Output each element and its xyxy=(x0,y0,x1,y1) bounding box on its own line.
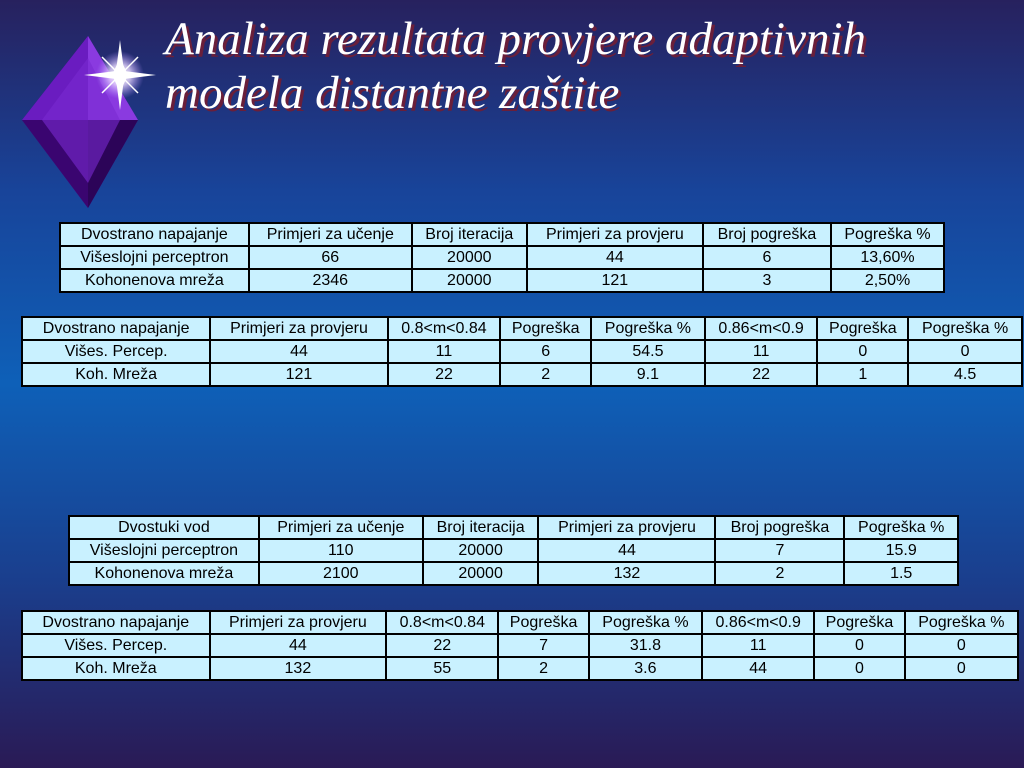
table-cell: 20000 xyxy=(423,562,539,585)
table-cell: 6 xyxy=(703,246,831,269)
table-cell: 4.5 xyxy=(908,363,1022,386)
table-cell: 66 xyxy=(249,246,412,269)
header-cell: Pogreška % xyxy=(591,317,705,340)
header-cell: Primjeri za provjeru xyxy=(538,516,715,539)
table-cell: 11 xyxy=(702,634,814,657)
header-cell: Dvostrano napajanje xyxy=(22,611,210,634)
table-dvostuki-training xyxy=(68,515,959,586)
header-cell: Primjeri za provjeru xyxy=(527,223,703,246)
header-cell: Pogreška % xyxy=(844,516,958,539)
table-cell: 11 xyxy=(705,340,818,363)
table-cell: 6 xyxy=(500,340,591,363)
header-cell: Broj iteracija xyxy=(412,223,527,246)
table-row xyxy=(60,269,944,292)
title-line-2: modela distantne zaštite xyxy=(165,67,620,119)
table-row xyxy=(22,363,1022,386)
table-cell: 9.1 xyxy=(591,363,705,386)
table-cell: 54.5 xyxy=(591,340,705,363)
table-cell: 2 xyxy=(498,657,588,680)
slide-title xyxy=(165,12,1015,120)
table-cell: Višes. Percep. xyxy=(22,634,210,657)
header-cell: Dvostrano napajanje xyxy=(22,317,210,340)
table-cell: 44 xyxy=(702,657,814,680)
table-cell: 11 xyxy=(388,340,501,363)
table-cell: 121 xyxy=(210,363,387,386)
header-cell: Pogreška xyxy=(498,611,588,634)
table-row xyxy=(69,562,958,585)
table-header-row xyxy=(69,516,958,539)
table-dvostrano-training xyxy=(59,222,945,293)
header-cell: Pogreška % xyxy=(905,611,1018,634)
table-cell: 1.5 xyxy=(844,562,958,585)
table-row xyxy=(22,340,1022,363)
table-cell: 3.6 xyxy=(589,657,702,680)
header-cell: Dvostrano napajanje xyxy=(60,223,249,246)
table-cell: Kohonenova mreža xyxy=(60,269,249,292)
header-cell: 0.86<m<0.9 xyxy=(702,611,814,634)
header-cell: Pogreška xyxy=(817,317,908,340)
table-cell: 7 xyxy=(715,539,844,562)
table-cell: Koh. Mreža xyxy=(22,363,210,386)
table-cell: 15.9 xyxy=(844,539,958,562)
table-cell: 7 xyxy=(498,634,588,657)
header-cell: Broj iteracija xyxy=(423,516,539,539)
table-cell: 132 xyxy=(210,657,387,680)
table-row xyxy=(22,657,1018,680)
table-cell: 0 xyxy=(908,340,1022,363)
table-cell: 0 xyxy=(814,634,904,657)
table-cell: 0 xyxy=(905,657,1018,680)
table-cell: 20000 xyxy=(412,269,527,292)
header-cell: Pogreška % xyxy=(589,611,702,634)
table-row xyxy=(22,634,1018,657)
table-cell: 121 xyxy=(527,269,703,292)
table-cell: 1 xyxy=(817,363,908,386)
table-cell: 2 xyxy=(715,562,844,585)
table-cell: Kohonenova mreža xyxy=(69,562,259,585)
title-line-1: Analiza rezultata provjere adaptivnih xyxy=(165,13,867,65)
table-cell: 0 xyxy=(814,657,904,680)
table-cell: 55 xyxy=(386,657,498,680)
table-cell: Koh. Mreža xyxy=(22,657,210,680)
table-cell: 20000 xyxy=(423,539,539,562)
table-cell: 2 xyxy=(500,363,591,386)
header-cell: Primjeri za provjeru xyxy=(210,317,387,340)
table-cell: 22 xyxy=(386,634,498,657)
header-cell: Pogreška xyxy=(814,611,904,634)
header-cell: Pogreška % xyxy=(908,317,1022,340)
table-cell: 3 xyxy=(703,269,831,292)
table-cell: 20000 xyxy=(412,246,527,269)
header-cell: Pogreška xyxy=(500,317,591,340)
table-cell: Višeslojni perceptron xyxy=(60,246,249,269)
table-cell: 44 xyxy=(527,246,703,269)
table-cell: 2100 xyxy=(259,562,423,585)
header-cell: Pogreška % xyxy=(831,223,944,246)
diamond-star-icon xyxy=(20,28,160,213)
table-cell: 44 xyxy=(210,634,387,657)
table-cell: 44 xyxy=(538,539,715,562)
table-cell: 132 xyxy=(538,562,715,585)
table-cell: 13,60% xyxy=(831,246,944,269)
table-cell: 2346 xyxy=(249,269,412,292)
table-cell: 0 xyxy=(905,634,1018,657)
table-row xyxy=(69,539,958,562)
header-cell: Broj pogreška xyxy=(703,223,831,246)
table-cell: 110 xyxy=(259,539,423,562)
header-cell: Broj pogreška xyxy=(715,516,844,539)
header-cell: 0.86<m<0.9 xyxy=(705,317,818,340)
header-cell: 0.8<m<0.84 xyxy=(388,317,501,340)
table-cell: 22 xyxy=(705,363,818,386)
table-cell: Višeslojni perceptron xyxy=(69,539,259,562)
table-cell: Višes. Percep. xyxy=(22,340,210,363)
table-header-row xyxy=(60,223,944,246)
table-header-row xyxy=(22,317,1022,340)
table-cell: 44 xyxy=(210,340,387,363)
table-cell: 0 xyxy=(817,340,908,363)
table-cell: 22 xyxy=(388,363,501,386)
header-cell: Primjeri za učenje xyxy=(259,516,423,539)
table-cell: 31.8 xyxy=(589,634,702,657)
header-cell: Primjeri za provjeru xyxy=(210,611,387,634)
header-cell: 0.8<m<0.84 xyxy=(386,611,498,634)
header-cell: Primjeri za učenje xyxy=(249,223,412,246)
header-cell: Dvostuki vod xyxy=(69,516,259,539)
table-dvostuki-validation xyxy=(21,610,1019,681)
table-dvostrano-validation xyxy=(21,316,1023,387)
table-row xyxy=(60,246,944,269)
table-header-row xyxy=(22,611,1018,634)
table-cell: 2,50% xyxy=(831,269,944,292)
